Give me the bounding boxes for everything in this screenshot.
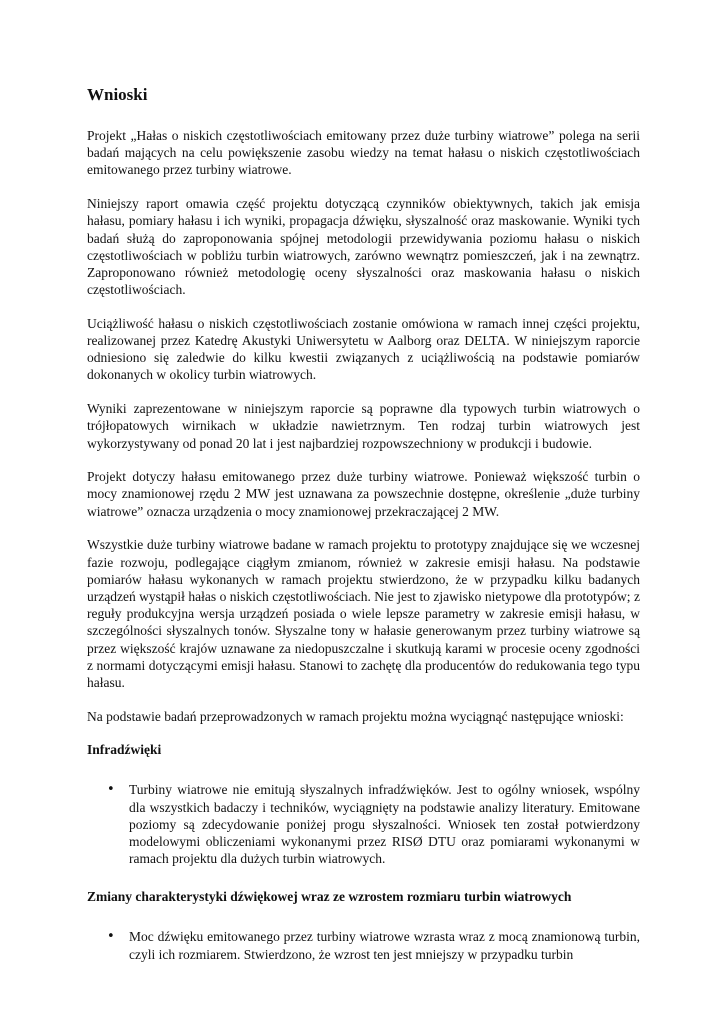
document-body [87,84,640,984]
paragraph-scope: Niniejszy raport omawia część projektu dotyczącą czynników obiektywnych, takich jak emisja hałasu, pomiary hałasu i ich wyniki, propagacja dźwięku, słyszalność oraz maskowanie. Wyniki tych badań służą do zaproponowania spójnej metodologii przewidywania poziomu hałasu o niskich częstotliwościach w pobliżu turbin wiatrowych, zarówno wewnątrz pomieszczeń, jak i na zewnątrz. Zaproponowano również metodologię oceny słyszalności oraz maskowania hałasu o niskich częstotliwościach. [87,196,640,298]
paragraph-validity: Wyniki zaprezentowane w niniejszym raporcie są poprawne dla typowych turbin wiatrowych o trójłopatowych wirnikach w układzie nawietrznym. Ten rodzaj turbin wiatrowych jest wykorzystywany od ponad 20 lat i jest najbardziej rozpowszechniony w produkcji i budowie. [87,401,640,451]
list-item [87,781,640,867]
infrasound-list [87,781,640,867]
list-item-text: Moc dźwięku emitowanego przez turbiny wiatrowe wzrasta wraz z mocą znamionową turbin, czyli ich rozmiarem. Stwierdzono, że wzrost ten jest mniejszy w przypadku turbin [129,929,640,962]
paragraph-conclusions-intro: Na podstawie badań przeprowadzonych w ramach projektu można wyciągnąć następujące wnioski: [87,708,624,724]
paragraph-intro: Projekt „Hałas o niskich częstotliwościach emitowany przez duże turbiny wiatrowe” polega na serii badań mających na celu powiększenie zasobu wiedzy na temat hałasu o niskich częstotliwościach emitowanego przez turbiny wiatrowe. [87,128,640,178]
page-title: Wnioski [87,85,148,104]
size-changes-list [87,928,640,962]
section-heading-size-changes: Zmiany charakterystyki dźwiękowej wraz ze wzrostem rozmiaru turbin wiatrowych [87,889,572,905]
section-heading-infrasound: Infradźwięki [87,742,162,758]
bullet-icon: • [107,782,115,798]
bullet-icon: • [107,929,115,945]
list-item-text: Turbiny wiatrowe nie emitują słyszalnych infradźwięków. Jest to ogólny wniosek, wspólny dla wszystkich badaczy i techników, wyciągnięty na podstawie analizy literatury. Emitowane poziomy są zdecydowanie poniżej progu słyszalności. Wniosek ten został potwierdzony modelowymi obliczeniami wykonanymi przez RISØ DTU oraz pomiarami wykonanymi w ramach projektu dla dużych turbin wiatrowych. [129,782,640,867]
paragraph-prototypes: Wszystkie duże turbiny wiatrowe badane w ramach projektu to prototypy znajdujące się we wczesnej fazie rozwoju, podlegające ciągłym zmianom, również w zakresie emisji hałasu. Na podstawie pomiarów hałasu wykonanych w ramach projektu stwierdzono, że w przypadku kilku badanych urządzeń wystąpił hałas o niskich częstotliwościach. Nie jest to zjawisko nietypowe dla prototypów; z reguły produkcyjna wersja urządzeń posiada o wiele lepsze parametry w zakresie emisji hałasu, w szczególności słyszalnych tonów. Słyszalne tony w hałasie generowanym przez turbiny wiatrowe są przez większość krajów uznawane za niedopuszczalne i skutkują karami w procesie oceny zgodności z normami dotyczącymi emisji hałasu. Stanowi to zachętę dla producentów do redukowania tego typu hałasu. [87,537,640,690]
list-item [87,928,640,962]
paragraph-annoyance: Uciążliwość hałasu o niskich częstotliwościach zostanie omówiona w ramach innej części projektu, realizowanej przez Katedrę Akustyki Uniwersytetu w Aalborg oraz DELTA. W niniejszym raporcie odniesiono się zaledwie do kilku kwestii związanych z uciążliwością na podstawie pomiarów dokonanych w okolicy turbin wiatrowych. [87,315,640,383]
paragraph-large-turbines: Projekt dotyczy hałasu emitowanego przez duże turbiny wiatrowe. Ponieważ większość turbin o mocy znamionowej rzędu 2 MW jest uznawana za powszechnie dostępne, określenie „duże turbiny wiatrowe” oznacza urządzenia o mocy znamionowej przekraczającej 2 MW. [87,469,640,519]
